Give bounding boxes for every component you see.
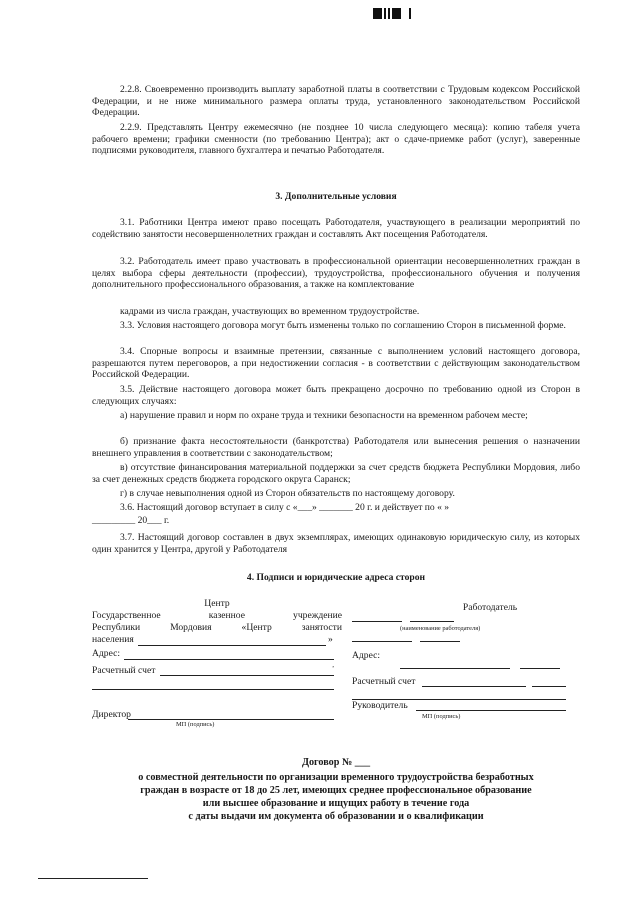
- center-org-line-3: населения: [92, 634, 134, 645]
- center-address-label: Адрес:: [92, 648, 121, 659]
- employer-address-line-1: [400, 668, 510, 669]
- center-title: Центр: [204, 598, 230, 609]
- section-4-heading: 4. Подписи и юридические адреса сторон: [246, 572, 426, 583]
- clause-3-7: 3.7. Настоящий договор составлен в двух экземплярах, имеющих одинаковую юридическую силу, из которых один хранится у Центра, другой у Работодателя: [92, 532, 580, 555]
- clause-3-2-cont: кадрами из числа граждан, участвующих во временном трудоустройстве.: [120, 306, 420, 317]
- next-contract-subtitle-1: о совместной деятельности по организации временного трудоустройства безработных: [138, 772, 534, 783]
- employer-title: Работодатель: [462, 602, 518, 613]
- clause-3-3: 3.3. Условия настоящего договора могут быть изменены только по соглашению Сторон в письменной форме.: [120, 320, 566, 331]
- employer-mp-label: МП (подпись): [422, 713, 461, 720]
- clause-2-2-8: 2.2.8. Своевременно производить выплату заработной платы в соответствии с Трудовым кодексом Российской Федерации, и не ниже минимального размера оплаты труда, установленного законодательством Российской Федерации.: [92, 84, 580, 119]
- employer-account-line-2: [532, 686, 566, 687]
- section-3-heading: 3. Дополнительные условия: [275, 191, 397, 202]
- clause-3-5-a: а) нарушение правил и норм по охране труда и техники безопасности на временном рабочем месте;: [120, 410, 528, 421]
- center-account-line: [160, 675, 334, 676]
- center-account-label: Расчетный счет: [92, 665, 156, 676]
- employer-head-label: Руководитель: [352, 700, 408, 711]
- employer-name-line-2: [410, 621, 454, 622]
- employer-account-line-1: [422, 686, 526, 687]
- clause-2-2-9: 2.2.9. Представлять Центру ежемесячно (не позднее 10 числа следующего месяца): копию табеля учета рабочего времени; графики сменности (по требованию Центра); акт о сдаче-приемке работ (услуг), заверенные подписями руководителя, главного бухгалтера и печатью Работодателя.: [92, 122, 580, 157]
- clause-3-6: 3.6. Настоящий договор вступает в силу с «___» _______ 20 г. и действует по « »: [120, 502, 450, 513]
- director-signature-line: [128, 719, 334, 720]
- employer-account-label: Расчетный счет: [352, 676, 416, 687]
- director-label: Директор: [92, 709, 131, 720]
- center-address-line-1: [124, 659, 334, 660]
- employer-address-label: Адрес:: [352, 650, 381, 661]
- center-org-line-1: Государственное казенное учреждение: [92, 610, 342, 621]
- center-mp-label: МП (подпись): [176, 721, 215, 728]
- employer-name-line-1: [352, 621, 402, 622]
- employer-address-line-2: [520, 668, 560, 669]
- scan-barcode-mark: [372, 8, 412, 20]
- clause-3-5-b: б) признание факта несостоятельности (банкротства) Работодателя или вынесения решения о назначении внешнего управления в соответствии с законодательством;: [92, 436, 580, 459]
- next-contract-title: Договор № ___: [301, 757, 371, 768]
- clause-3-5-c: в) отсутствие финансирования материальной поддержки за счет средств бюджета Республики Мордовия, либо за счет денежных средств бюджета городского округа Саранск;: [92, 462, 580, 485]
- clause-3-4: 3.4. Спорные вопросы и взаимные претензии, связанные с выполнением условий настоящего договора, разрешаются путем переговоров, а при недостижении согласия - в соответствии с действующим законодательством Российской Федерации.: [92, 346, 580, 381]
- next-contract-subtitle-2: граждан в возрасте от 18 до 25 лет, имеющих среднее профессиональное образование: [140, 785, 532, 796]
- clause-3-2: 3.2. Работодатель имеет право участвовать в профессиональной ориентации несовершеннолетних граждан в целях выбора сферы деятельности (профессии), трудоустройства, профессионального обучения и получения дополнительного профессионального образования, а также на комплектование: [92, 256, 580, 291]
- center-org-line-2: Республики Мордовия «Центр занятости: [92, 622, 342, 633]
- next-contract-subtitle-3: или высшее образование и ищущих работу в течение года: [202, 798, 470, 809]
- employer-name-hint: (наименование работодателя): [400, 625, 481, 632]
- employer-name-line-4: [420, 641, 460, 642]
- center-name-line: [138, 645, 326, 646]
- clause-3-5: 3.5. Действие настоящего договора может быть прекращено досрочно по требованию одной из Сторон в следующих случаях:: [92, 384, 580, 407]
- center-account-line-2: [92, 689, 334, 690]
- center-org-end: »: [328, 634, 333, 645]
- next-contract-subtitle-4: с даты выдачи им документа об образовании и о квалификации: [188, 811, 484, 822]
- employer-name-line-3: [352, 641, 412, 642]
- clause-3-1: 3.1. Работники Центра имеют право посещать Работодателя, участвующего в реализации мероприятий по содействию занятости несовершеннолетних граждан и составлять Акт посещения Работодателя.: [92, 217, 580, 240]
- center-address-end: ,: [332, 661, 334, 669]
- employer-head-signature-line: [416, 710, 566, 711]
- footnote-separator: [38, 878, 148, 879]
- clause-3-5-d: г) в случае невыполнения одной из Сторон обязательств по настоящему договору.: [120, 488, 455, 499]
- clause-3-6-cont: _________ 20___ г.: [92, 515, 170, 526]
